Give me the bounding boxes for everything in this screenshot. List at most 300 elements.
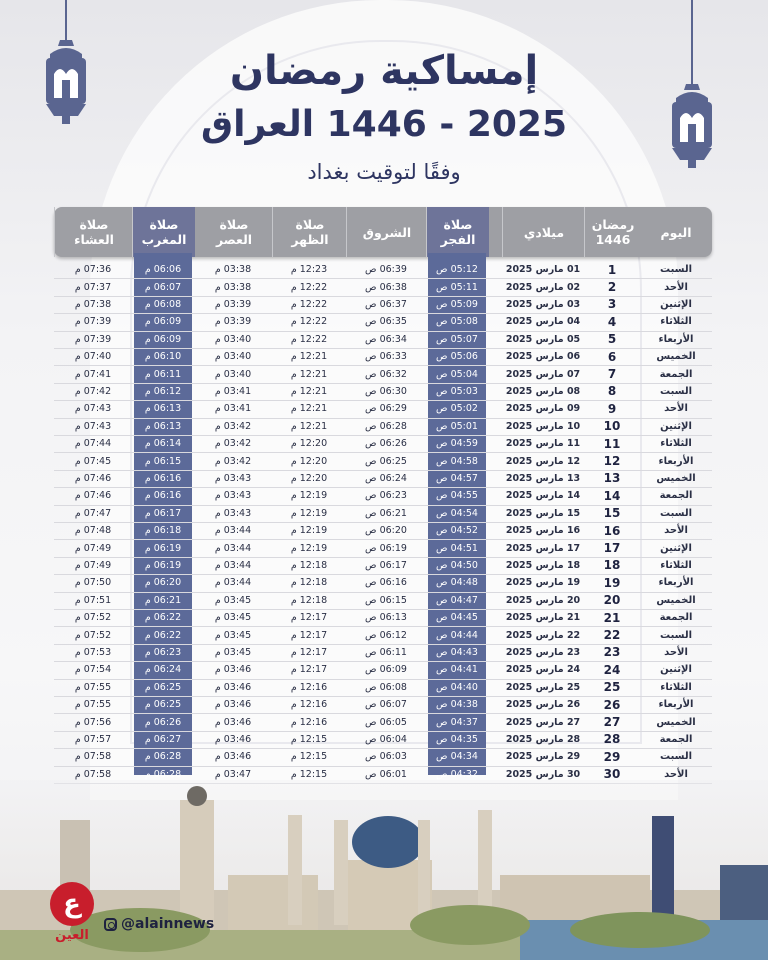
cell-day: الخميس [656,472,696,484]
cell-asr: 03:46 م [214,751,252,763]
cell-day: الأحد [664,525,688,537]
cell-gregorian-date: 23 مارس 2025 [505,646,581,658]
cell-gregorian-date: 15 مارس 2025 [505,507,581,519]
cell-dhuhr: 12:17 م [290,664,328,676]
cell-sunrise: 06:11 ص [365,646,407,658]
cell-maghrib: 06:06 م [144,264,182,276]
cell-sunrise: 06:30 ص [365,385,407,397]
cell-asr: 03:44 م [214,559,252,571]
page-year-line: 2025 - 1446 العراق [200,104,568,145]
cell-sunrise: 06:08 ص [365,681,407,693]
cell-ramadan-day: 30 [603,767,621,782]
cell-sunrise: 06:37 ص [365,298,407,310]
cell-sunrise: 06:17 ص [365,559,407,571]
cell-gregorian-date: 19 مارس 2025 [505,577,581,589]
instagram-icon [104,918,117,931]
cell-day: الإثنين [660,298,692,310]
cell-fajr: 04:45 ص [436,612,478,624]
cell-maghrib: 06:13 م [144,420,182,432]
cell-asr: 03:46 م [214,681,252,693]
cell-day: الإثنين [660,420,692,432]
cell-fajr: 04:47 ص [436,594,478,606]
cell-day: الخميس [656,351,696,363]
cell-isha: 07:51 م [74,594,112,606]
cell-sunrise: 06:35 ص [365,316,407,328]
cell-sunrise: 06:23 ص [365,490,407,502]
cell-fajr: 04:55 ص [436,490,478,502]
cell-isha: 07:45 م [74,455,112,467]
table-row [54,696,712,714]
cell-fajr: 04:51 ص [436,542,478,554]
cell-gregorian-date: 11 مارس 2025 [505,438,581,450]
table-row [54,418,712,436]
cell-asr: 03:40 م [214,333,252,345]
cell-isha: 07:54 م [74,664,112,676]
cell-gregorian-date: 16 مارس 2025 [505,525,581,537]
cell-dhuhr: 12:23 م [290,264,328,276]
cell-gregorian-date: 22 مارس 2025 [505,629,581,641]
cell-day: الثلاثاء [660,681,692,693]
table-row [54,522,712,540]
header-sunrise: الشروق [346,207,427,257]
cell-isha: 07:58 م [74,768,112,780]
cell-sunrise: 06:34 ص [365,333,407,345]
cell-ramadan-day: 8 [607,384,617,399]
table-row [54,313,712,331]
cell-ramadan-day: 17 [603,541,621,556]
table-row [54,296,712,314]
cell-day: الثلاثاء [660,316,692,328]
cell-sunrise: 06:24 ص [365,472,407,484]
cell-day: السبت [659,751,693,763]
cell-day: السبت [659,264,693,276]
cell-asr: 03:43 م [214,490,252,502]
cell-fajr: 04:34 ص [436,751,478,763]
cell-fajr: 04:43 ص [436,646,478,658]
cell-maghrib: 06:10 م [144,351,182,363]
header-dhuhr: صلاة الظهر [272,207,347,257]
cell-day: السبت [659,629,693,641]
cell-gregorian-date: 17 مارس 2025 [505,542,581,554]
cell-day: الخميس [656,716,696,728]
cell-gregorian-date: 21 مارس 2025 [505,612,581,624]
cell-isha: 07:53 م [74,646,112,658]
cell-isha: 07:55 م [74,699,112,711]
cell-asr: 03:45 م [214,612,252,624]
cell-ramadan-day: 9 [607,401,617,416]
cell-asr: 03:41 م [214,403,252,415]
cell-maghrib: 06:25 م [144,699,182,711]
alain-logo: ع [50,882,94,926]
alain-logo-name: العين [55,928,89,943]
social-handle[interactable] [104,916,214,932]
cell-isha: 07:38 م [74,298,112,310]
cell-maghrib: 06:20 م [144,577,182,589]
cell-gregorian-date: 07 مارس 2025 [505,368,581,380]
cell-isha: 07:39 م [74,333,112,345]
cell-day: الأربعاء [658,699,694,711]
cell-fajr: 04:32 ص [436,768,478,780]
cell-dhuhr: 12:20 م [290,472,328,484]
cell-ramadan-day: 12 [603,454,621,469]
table-row [54,679,712,697]
cell-fajr: 04:38 ص [436,699,478,711]
cell-sunrise: 06:32 ص [365,368,407,380]
cell-fajr: 04:48 ص [436,577,478,589]
cell-sunrise: 06:25 ص [365,455,407,467]
cell-asr: 03:45 م [214,646,252,658]
cell-gregorian-date: 06 مارس 2025 [505,351,581,363]
cell-ramadan-day: 4 [607,314,617,329]
cell-asr: 03:42 م [214,455,252,467]
cell-maghrib: 06:17 م [144,507,182,519]
cell-asr: 03:38 م [214,281,252,293]
cell-gregorian-date: 18 مارس 2025 [505,559,581,571]
cell-dhuhr: 12:16 م [290,681,328,693]
header-day: اليوم [660,224,692,240]
cell-sunrise: 06:19 ص [365,542,407,554]
cell-fajr: 05:11 ص [436,281,478,293]
cell-maghrib: 06:19 م [144,559,182,571]
table-row [54,574,712,592]
table-row [54,713,712,731]
cell-fajr: 05:06 ص [436,351,478,363]
cell-fajr: 05:03 ص [436,385,478,397]
cell-isha: 07:48 م [74,525,112,537]
cell-asr: 03:42 م [214,420,252,432]
cell-day: الجمعة [659,490,693,502]
cell-dhuhr: 12:19 م [290,542,328,554]
cell-gregorian-date: 28 مارس 2025 [505,733,581,745]
cell-sunrise: 06:39 ص [365,264,407,276]
cell-maghrib: 06:16 م [144,472,182,484]
table-row [54,365,712,383]
cell-ramadan-day: 6 [607,349,617,364]
cell-day: الأحد [664,768,688,780]
cell-maghrib: 06:07 م [144,281,182,293]
cell-asr: 03:41 م [214,385,252,397]
cell-isha: 07:49 م [74,542,112,554]
cell-fajr: 04:59 ص [436,438,478,450]
table-row [54,331,712,349]
cell-maghrib: 06:18 م [144,525,182,537]
cell-day: الأربعاء [658,455,694,467]
cell-fajr: 04:44 ص [436,629,478,641]
cell-isha: 07:43 م [74,403,112,415]
cell-day: الأحد [664,646,688,658]
cell-day: الثلاثاء [660,559,692,571]
cell-day: الأحد [664,403,688,415]
table-row [54,609,712,627]
cell-asr: 03:40 م [214,351,252,363]
cell-isha: 07:46 م [74,472,112,484]
cell-sunrise: 06:04 ص [365,733,407,745]
cell-fajr: 05:01 ص [436,420,478,432]
cell-maghrib: 06:15 م [144,455,182,467]
cell-isha: 07:44 م [74,438,112,450]
cell-dhuhr: 12:22 م [290,281,328,293]
cell-gregorian-date: 29 مارس 2025 [505,751,581,763]
table-row [54,626,712,644]
cell-dhuhr: 12:21 م [290,351,328,363]
imsakiya-table [54,207,712,782]
cell-fajr: 04:52 ص [436,525,478,537]
cell-maghrib: 06:11 م [144,368,182,380]
cell-day: السبت [659,507,693,519]
cell-fajr: 04:50 ص [436,559,478,571]
cell-ramadan-day: 7 [607,367,617,382]
header-asr: صلاة العصر [194,207,273,257]
cell-maghrib: 06:08 م [144,298,182,310]
cell-sunrise: 06:21 ص [365,507,407,519]
cell-isha: 07:41 م [74,368,112,380]
cell-ramadan-day: 11 [603,436,621,451]
cell-ramadan-day: 16 [603,523,621,538]
cell-dhuhr: 12:21 م [290,420,328,432]
cell-day: الإثنين [660,664,692,676]
cell-maghrib: 06:09 م [144,316,182,328]
cell-isha: 07:37 م [74,281,112,293]
cell-dhuhr: 12:22 م [290,333,328,345]
cell-fajr: 05:08 ص [436,316,478,328]
table-row [54,661,712,679]
cell-ramadan-day: 28 [603,732,621,747]
table-row [54,261,712,279]
cell-sunrise: 06:01 ص [365,768,407,780]
cell-ramadan-day: 2 [607,280,617,295]
cell-sunrise: 06:29 ص [365,403,407,415]
cell-day: الأربعاء [658,577,694,589]
cell-dhuhr: 12:19 م [290,525,328,537]
cell-maghrib: 06:22 م [144,629,182,641]
cell-maghrib: 06:22 م [144,612,182,624]
cell-ramadan-day: 3 [607,297,617,312]
cell-asr: 03:43 م [214,507,252,519]
cell-ramadan-day: 24 [603,662,621,677]
cell-asr: 03:46 م [214,699,252,711]
cell-dhuhr: 12:22 م [290,316,328,328]
cell-dhuhr: 12:16 م [290,699,328,711]
cell-gregorian-date: 09 مارس 2025 [505,403,581,415]
cell-isha: 07:39 م [74,316,112,328]
cell-isha: 07:55 م [74,681,112,693]
cell-maghrib: 06:28 م [144,751,182,763]
mosque-skyline-illustration [0,780,768,960]
cell-asr: 03:46 م [214,716,252,728]
cell-dhuhr: 12:15 م [290,733,328,745]
cell-gregorian-date: 05 مارس 2025 [505,333,581,345]
cell-sunrise: 06:38 ص [365,281,407,293]
cell-fajr: 05:02 ص [436,403,478,415]
cell-maghrib: 06:12 م [144,385,182,397]
cell-dhuhr: 12:18 م [290,577,328,589]
cell-ramadan-day: 29 [603,749,621,764]
cell-fajr: 04:40 ص [436,681,478,693]
cell-asr: 03:44 م [214,525,252,537]
table-row [54,505,712,523]
cell-ramadan-day: 19 [603,575,621,590]
cell-sunrise: 06:15 ص [365,594,407,606]
cell-maghrib: 06:14 م [144,438,182,450]
cell-gregorian-date: 24 مارس 2025 [505,664,581,676]
cell-asr: 03:39 م [214,316,252,328]
cell-dhuhr: 12:18 م [290,559,328,571]
cell-sunrise: 06:16 ص [365,577,407,589]
cell-gregorian-date: 25 مارس 2025 [505,681,581,693]
cell-fajr: 04:54 ص [436,507,478,519]
cell-gregorian-date: 14 مارس 2025 [505,490,581,502]
cell-day: السبت [659,385,693,397]
cell-sunrise: 06:13 ص [365,612,407,624]
cell-isha: 07:40 م [74,351,112,363]
cell-isha: 07:46 م [74,490,112,502]
cell-asr: 03:45 م [214,629,252,641]
cell-ramadan-day: 22 [603,628,621,643]
cell-maghrib: 06:21 م [144,594,182,606]
cell-day: الجمعة [659,733,693,745]
cell-ramadan-day: 20 [603,593,621,608]
cell-ramadan-day: 14 [603,488,621,503]
table-row [54,592,712,610]
table-header [54,207,712,257]
cell-maghrib: 06:23 م [144,646,182,658]
cell-gregorian-date: 20 مارس 2025 [505,594,581,606]
cell-ramadan-day: 27 [603,715,621,730]
cell-dhuhr: 12:19 م [290,490,328,502]
cell-dhuhr: 12:22 م [290,298,328,310]
table-row [54,539,712,557]
cell-asr: 03:45 م [214,594,252,606]
cell-maghrib: 06:09 م [144,333,182,345]
table-row [54,400,712,418]
cell-asr: 03:46 م [214,733,252,745]
header-fajr: صلاة الفجر [426,207,489,257]
cell-sunrise: 06:12 ص [365,629,407,641]
cell-dhuhr: 12:17 م [290,629,328,641]
cell-ramadan-day: 21 [603,610,621,625]
cell-sunrise: 06:28 ص [365,420,407,432]
cell-maghrib: 06:25 م [144,681,182,693]
cell-dhuhr: 12:17 م [290,646,328,658]
cell-sunrise: 06:03 ص [365,751,407,763]
cell-gregorian-date: 01 مارس 2025 [505,264,581,276]
table-row [54,557,712,575]
cell-maghrib: 06:19 م [144,542,182,554]
table-row [54,278,712,296]
cell-isha: 07:42 م [74,385,112,397]
cell-gregorian-date: 12 مارس 2025 [505,455,581,467]
cell-sunrise: 06:20 ص [365,525,407,537]
cell-isha: 07:50 م [74,577,112,589]
cell-day: الإثنين [660,542,692,554]
cell-fajr: 04:57 ص [436,472,478,484]
cell-fajr: 05:09 ص [436,298,478,310]
header-gregorian-date: ميلادي [502,207,585,257]
cell-dhuhr: 12:20 م [290,438,328,450]
cell-asr: 03:42 م [214,438,252,450]
cell-isha: 07:56 م [74,716,112,728]
table-row [54,470,712,488]
cell-asr: 03:46 م [214,664,252,676]
cell-asr: 03:39 م [214,298,252,310]
cell-dhuhr: 12:17 م [290,612,328,624]
cell-ramadan-day: 5 [607,332,617,347]
cell-isha: 07:52 م [74,629,112,641]
cell-sunrise: 06:07 ص [365,699,407,711]
cell-maghrib: 06:16 م [144,490,182,502]
cell-asr: 03:44 م [214,577,252,589]
cell-ramadan-day: 23 [603,645,621,660]
cell-fajr: 05:07 ص [436,333,478,345]
header-isha: صلاة العشاء [54,207,133,257]
cell-maghrib: 06:26 م [144,716,182,728]
page-title: إمساكية رمضان [229,48,539,94]
cell-dhuhr: 12:16 م [290,716,328,728]
cell-day: الخميس [656,594,696,606]
cell-maghrib: 06:13 م [144,403,182,415]
cell-maghrib: 06:28 م [144,768,182,780]
cell-dhuhr: 12:21 م [290,403,328,415]
cell-gregorian-date: 08 مارس 2025 [505,385,581,397]
cell-ramadan-day: 13 [603,471,621,486]
cell-ramadan-day: 1 [607,262,617,277]
cell-dhuhr: 12:19 م [290,507,328,519]
header-ramadan-day: رمضان 1446 [584,207,641,257]
table-row [54,348,712,366]
page-subtitle: وفقًا لتوقيت بغداد [307,160,461,184]
cell-sunrise: 06:26 ص [365,438,407,450]
cell-isha: 07:58 م [74,751,112,763]
cell-ramadan-day: 18 [603,558,621,573]
cell-gregorian-date: 04 مارس 2025 [505,316,581,328]
cell-fajr: 04:58 ص [436,455,478,467]
cell-asr: 03:43 م [214,472,252,484]
cell-isha: 07:43 م [74,420,112,432]
table-row [54,731,712,749]
cell-asr: 03:40 م [214,368,252,380]
table-row [54,383,712,401]
cell-gregorian-date: 27 مارس 2025 [505,716,581,728]
cell-dhuhr: 12:21 م [290,368,328,380]
cell-asr: 03:38 م [214,264,252,276]
cell-maghrib: 06:24 م [144,664,182,676]
cell-asr: 03:47 م [214,768,252,780]
cell-fajr: 05:04 ص [436,368,478,380]
cell-gregorian-date: 26 مارس 2025 [505,699,581,711]
table-row [54,452,712,470]
cell-ramadan-day: 15 [603,506,621,521]
social-handle-text: @alainnews [121,916,215,932]
cell-ramadan-day: 10 [603,419,621,434]
cell-sunrise: 06:05 ص [365,716,407,728]
cell-dhuhr: 12:21 م [290,385,328,397]
cell-gregorian-date: 13 مارس 2025 [505,472,581,484]
cell-maghrib: 06:27 م [144,733,182,745]
cell-asr: 03:44 م [214,542,252,554]
cell-ramadan-day: 26 [603,697,621,712]
cell-gregorian-date: 30 مارس 2025 [505,768,581,780]
cell-isha: 07:57 م [74,733,112,745]
cell-isha: 07:47 م [74,507,112,519]
cell-gregorian-date: 03 مارس 2025 [505,298,581,310]
cell-isha: 07:52 م [74,612,112,624]
table-row [54,644,712,662]
cell-fajr: 04:41 ص [436,664,478,676]
cell-gregorian-date: 02 مارس 2025 [505,281,581,293]
table-row [54,435,712,453]
header-maghrib: صلاة المغرب [132,207,195,257]
cell-isha: 07:36 م [74,264,112,276]
